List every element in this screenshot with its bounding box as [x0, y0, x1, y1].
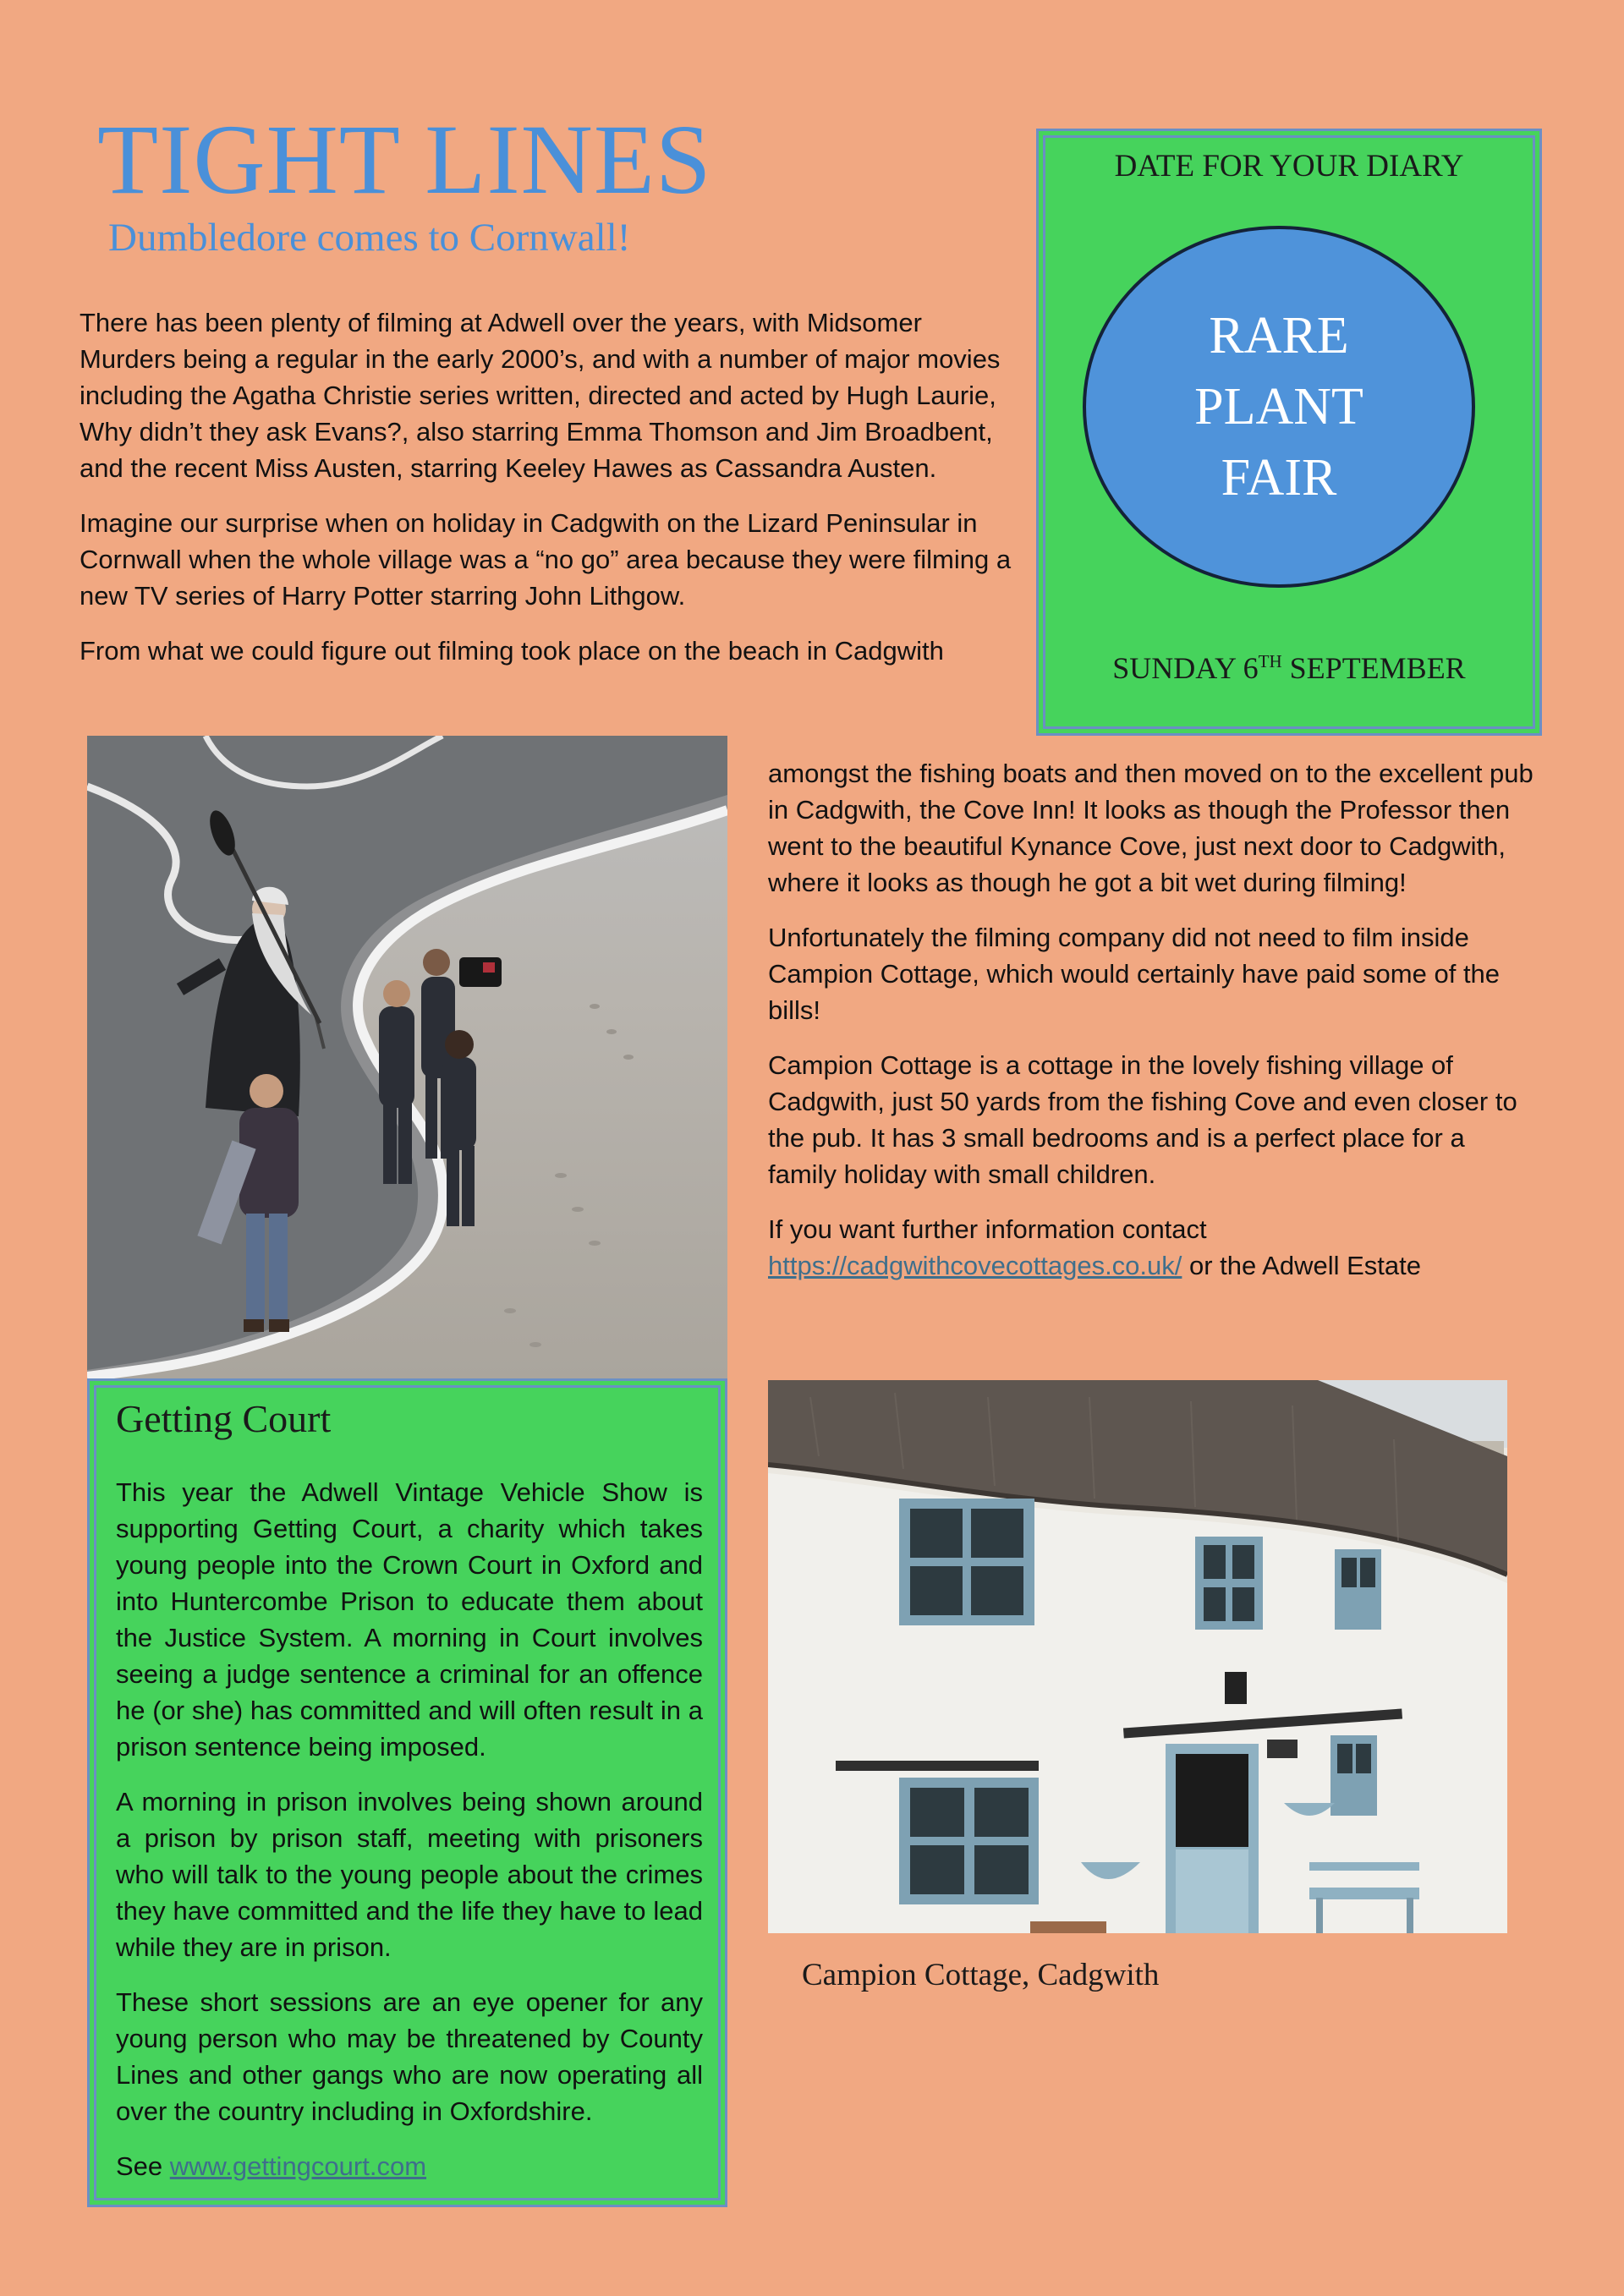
- getting-court-link[interactable]: www.gettingcourt.com: [169, 2151, 427, 2181]
- cottages-website-link[interactable]: https://cadgwithcovecottages.co.uk/: [768, 1251, 1182, 1280]
- court-paragraph: This year the Adwell Vintage Vehicle Show is supporting Getting Court, a charity which takes young people into the Crown Court in Oxford and into Huntercombe Prison to educate them about the Justice System. A morning in Court involves seeing a judge sentence a criminal for an offence he (or she) has committed and will often result in a prison sentence being imposed.: [116, 1477, 703, 1762]
- see-prefix: See: [116, 2151, 170, 2181]
- newsletter-title: TIGHT LINES: [97, 104, 712, 215]
- date-day: SUNDAY 6: [1112, 651, 1259, 685]
- article-paragraph: From what we could figure out filming took place on the beach in Cadgwith: [80, 636, 944, 666]
- contact-suffix: or the Adwell Estate: [1182, 1251, 1421, 1280]
- article-paragraph: There has been plenty of filming at Adwell over the years, with Midsomer Murders being a regular in the early 2000’s, and with a number of major movies including the Agatha Christie series written, directed and acted by Hugh Laurie, Why didn’t they ask Evans?, also starring Emma Thomson and Jim Broadbent, and the recent Miss Austen, starring Keeley Hawes as Cassandra Austen.: [80, 308, 1001, 483]
- article-subtitle: Dumbledore comes to Cornwall!: [108, 216, 631, 260]
- circle-line: PLANT: [1194, 378, 1363, 436]
- circle-line: FAIR: [1221, 449, 1337, 507]
- date-ordinal: TH: [1258, 651, 1282, 671]
- circle-line: RARE: [1209, 307, 1349, 364]
- getting-court-box: [87, 1378, 727, 2207]
- article-paragraph: amongst the fishing boats and then moved on to the excellent pub in Cadgwith, the Cove Inn! It looks as though the Professor then went to the beautiful Kynance Cove, just next door to Cadgwith, where it looks as though he got a bit wet during filming!: [768, 759, 1533, 897]
- cottage-photo-caption: Campion Cottage, Cadgwith: [802, 1958, 1160, 1992]
- article-paragraph: Imagine our surprise when on holiday in Cadgwith on the Lizard Peninsular in Cornwall when the whole village was a “no go” area because they were filming a new TV series of Harry Potter starring John Lithgow.: [80, 508, 1012, 611]
- article-intro: [80, 304, 1014, 688]
- court-paragraph: A morning in prison involves being shown around a prison by prison staff, meeting with prisoners who will talk to the young people about the crimes they have committed and the life they have to lead while they are in prison.: [116, 1787, 703, 1962]
- article-paragraph: Unfortunately the filming company did not need to film inside Campion Cottage, which would certainly have paid some of the bills!: [768, 923, 1501, 1025]
- court-see-line: [116, 2148, 703, 2184]
- contact-prefix: If you want further information contact: [768, 1214, 1207, 1244]
- court-body: [116, 1474, 703, 2203]
- event-date: [1039, 650, 1539, 686]
- plant-fair-circle: [1083, 226, 1475, 588]
- cottage-illustration: [768, 1380, 1507, 1933]
- date-month: SEPTEMBER: [1281, 651, 1466, 685]
- diary-heading: DATE FOR YOUR DIARY: [1114, 149, 1464, 184]
- article-continued: [768, 755, 1533, 1302]
- court-paragraph: These short sessions are an eye opener for any young person who may be threatened by County Lines and other gangs who are now operating all over the country including in Oxfordshire.: [116, 1987, 703, 2126]
- diary-box: [1036, 129, 1542, 736]
- contact-paragraph: [768, 1211, 1533, 1284]
- article-paragraph: Campion Cottage is a cottage in the lovely fishing village of Cadgwith, just 50 yards from the fishing Cove and even closer to the pub. It has 3 small bedrooms and is a perfect place for a family holiday with small children.: [768, 1050, 1517, 1189]
- beach-illustration: [87, 736, 727, 1378]
- beach-filming-photo: [87, 736, 727, 1378]
- court-heading: Getting Court: [116, 1397, 332, 1440]
- campion-cottage-photo: [768, 1380, 1507, 1933]
